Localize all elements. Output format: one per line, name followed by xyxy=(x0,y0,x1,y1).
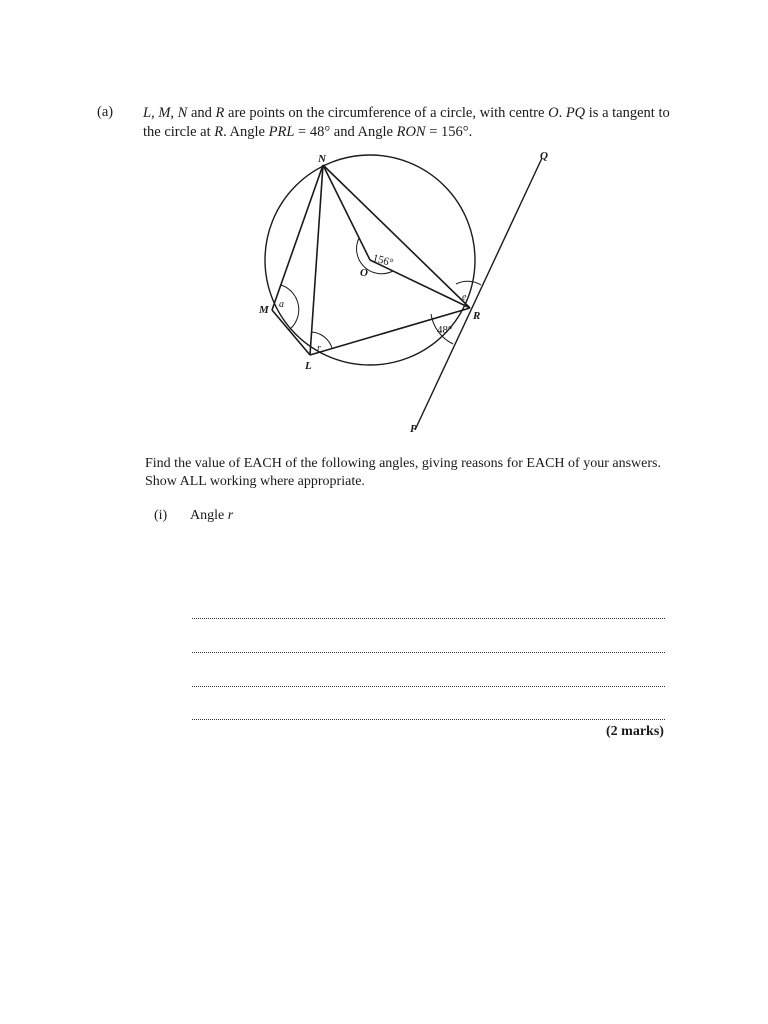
label-angle-a: a xyxy=(279,299,284,310)
label-angle-PRL: 48° xyxy=(437,324,453,336)
answer-line-2[interactable] xyxy=(192,652,665,653)
circle-diagram xyxy=(230,150,570,440)
intro-segment: L xyxy=(143,105,152,121)
intro-segment: PRL xyxy=(268,124,295,140)
intro-segment: is a tangent to the circle at xyxy=(143,105,670,140)
circle-diagram-svg xyxy=(230,150,570,440)
intro-segment: . xyxy=(558,105,566,121)
intro-segment: N xyxy=(177,105,188,121)
label-M: M xyxy=(259,304,269,316)
label-N: N xyxy=(318,153,326,165)
sub-question-number: (i) xyxy=(154,508,168,523)
intro-segment: , xyxy=(170,105,178,121)
intro-segment: R xyxy=(215,105,225,121)
sub-question-i xyxy=(154,508,233,524)
intro-segment: are points on the circumference of a circle, with centre xyxy=(224,105,549,121)
chord-ML xyxy=(272,310,310,355)
label-angle-RON: 156° xyxy=(371,252,395,270)
intro-segment: PQ xyxy=(565,105,586,121)
label-Q: Q xyxy=(540,150,548,162)
angle-arc-e xyxy=(456,281,481,285)
instructions xyxy=(145,455,685,491)
intro-segment: . Angle xyxy=(223,124,269,140)
part-label: (a) xyxy=(97,104,114,120)
chord-NL xyxy=(310,165,323,355)
instructions-line-2: Show ALL working where appropriate. xyxy=(145,474,365,489)
question-intro xyxy=(143,104,673,142)
label-O: O xyxy=(360,267,368,279)
sub-question-text: Angle xyxy=(190,508,228,523)
answer-line-4[interactable] xyxy=(192,719,665,720)
intro-segment: R xyxy=(214,124,224,140)
marks-label: (2 marks) xyxy=(606,724,664,739)
intro-segment: and xyxy=(187,105,216,121)
radius-ON xyxy=(323,165,370,260)
answer-line-3[interactable] xyxy=(192,686,665,687)
question-intro-text xyxy=(143,104,673,142)
label-R: R xyxy=(473,310,481,322)
angle-arc-r xyxy=(311,332,332,348)
answer-line-1[interactable] xyxy=(192,618,665,619)
intro-segment: O xyxy=(548,105,559,121)
instructions-line-1: Find the value of EACH of the following angles, giving reasons for EACH of your answers. xyxy=(145,456,661,471)
label-L: L xyxy=(305,360,312,372)
intro-segment: M xyxy=(158,105,171,121)
intro-segment: , xyxy=(151,105,159,121)
intro-segment: = 48° and Angle xyxy=(294,124,397,140)
label-P: P xyxy=(410,423,417,435)
label-angle-e: e xyxy=(462,292,467,303)
sub-question-var: r xyxy=(227,508,234,523)
label-angle-r: r xyxy=(317,343,321,354)
tangent-line-PQ xyxy=(415,158,542,430)
intro-segment: = 156°. xyxy=(425,124,473,140)
intro-segment: RON xyxy=(396,124,426,140)
chord-NR xyxy=(323,165,470,308)
